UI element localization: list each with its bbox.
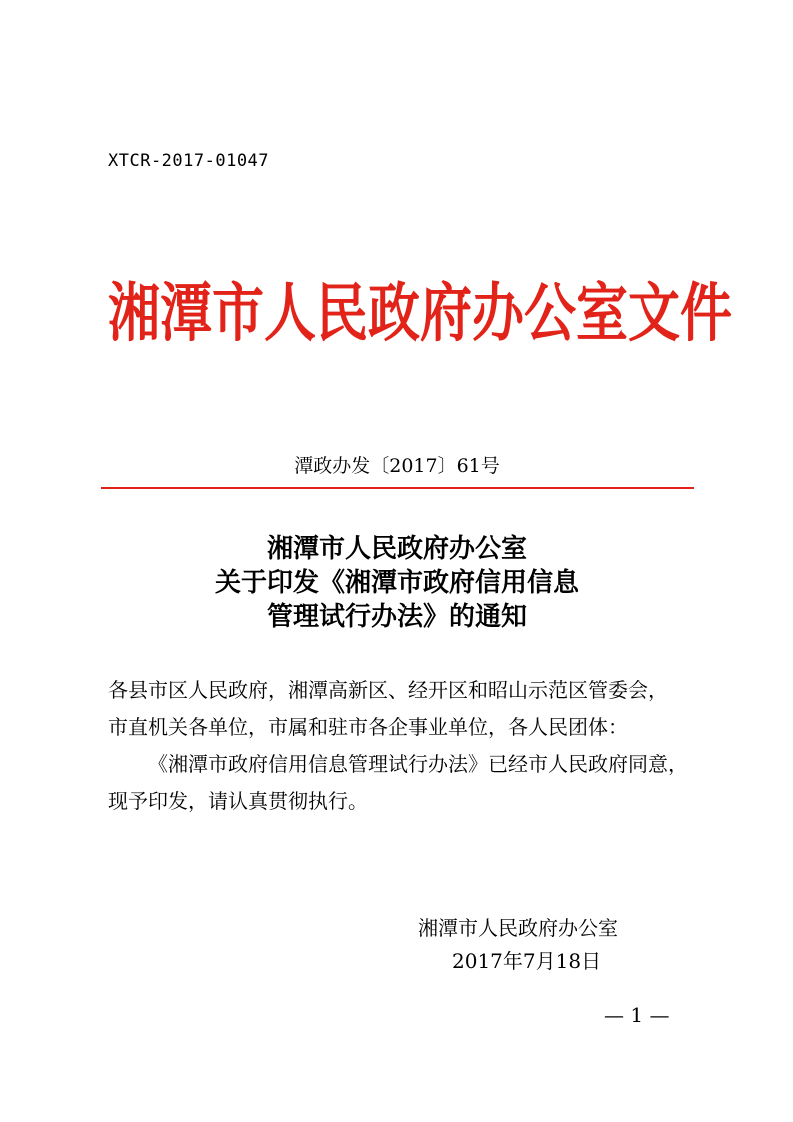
signature-org: 湘潭市人民政府办公室	[418, 916, 618, 940]
title-line-2: 关于印发《湘潭市政府信用信息	[214, 568, 579, 598]
title-line-1: 湘潭市人民政府办公室	[266, 534, 527, 564]
document-code: XTCR-2017-01047	[108, 151, 270, 171]
notice-body	[108, 672, 698, 820]
signature-date: 2017年7月18日	[452, 949, 602, 973]
title-line-3: 管理试行办法》的通知	[266, 602, 527, 632]
issuer-header-title: 湘潭市人民政府办公室文件	[108, 277, 733, 352]
signature-block	[418, 912, 618, 978]
recipients-line-2: 市直机关各单位，市属和驻市各企事业单位，各人民团体：	[108, 715, 628, 739]
notice-content: 《湘潭市政府信用信息管理试行办法》已经市人民政府同意，现予印发，请认真贯彻执行。	[108, 752, 688, 813]
page-number: — 1 —	[604, 1003, 670, 1027]
red-divider-line	[101, 487, 694, 489]
recipients-line-1: 各县市区人民政府，湘潭高新区、经开区和昭山示范区管委会，	[108, 678, 668, 702]
notice-title	[108, 532, 686, 634]
document-number: 潭政办发〔2017〕61号	[294, 455, 500, 477]
